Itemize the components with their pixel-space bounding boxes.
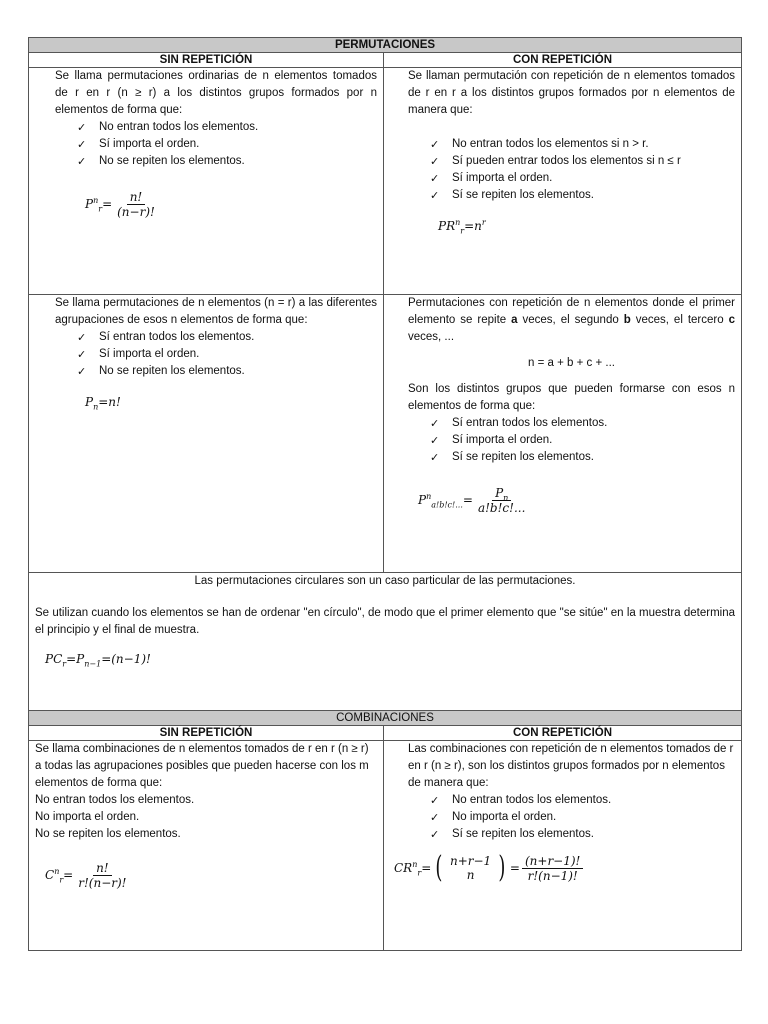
formula-permutacion-repeticion: $PR^n_r=n^r$: [438, 218, 486, 236]
check-item: ✓ No se repiten los elementos.: [77, 363, 377, 380]
formula-permutacion-simple: $P_n=n$!: [85, 395, 121, 412]
circulares-line1: Las permutaciones circulares son un caso particular de las permutaciones.: [194, 575, 576, 587]
check-item: ✓ No importa el orden.: [430, 809, 735, 826]
check-item: ✓ No se repiten los elementos.: [77, 153, 377, 170]
intro-text-2: Son los distintos grupos que pueden formarse con esos n elementos de forma que:: [408, 383, 736, 412]
formula-permutacion-multinomial: $P^n_{a!b!c!...}=$ $\frac{P_n}{a!b!c!...}$: [418, 486, 526, 515]
cell-permutaciones-con-repeticion-r: [384, 68, 742, 295]
permutaciones-header: PERMUTACIONES: [29, 38, 742, 53]
checklist: [55, 119, 377, 170]
check-item: ✓ Sí se repiten los elementos.: [430, 187, 735, 204]
intro-text: Se llaman permutación con repetición de n elementos tomados de r en r a los distintos grupos formados por n elementos de manera que:: [408, 70, 736, 116]
check-item: ✓ Sí importa el orden.: [430, 432, 735, 449]
cell-permutaciones-ordinarias: [29, 68, 384, 295]
checklist: [408, 136, 735, 204]
checklist: [408, 415, 735, 466]
check-item: ✓ No entran todos los elementos.: [77, 119, 377, 136]
formula-combinacion-repeticion: $CR^n_r=$ ( n+r−1 n ) = $\frac{(n+r-1)!}{r!(n-1)!}$: [394, 853, 735, 883]
permutaciones-table: [28, 37, 742, 951]
intro-text: Se llama permutaciones de n elementos (n = r) a las diferentes agrupaciones de esos n elementos de forma que:: [55, 297, 377, 326]
col-header-con-repeticion: CON REPETICIÓN: [384, 726, 742, 741]
formula-sheet: [28, 37, 741, 951]
circulares-line2: Se utilizan cuando los elementos se han de ordenar "en círculo", de modo que el primer elemento que "se sitúe" en la muestra determina el principio y el final de muestra.: [35, 607, 736, 636]
check-item: ✓ Sí entran todos los elementos.: [430, 415, 735, 432]
checklist: [55, 329, 377, 380]
col-header-sin-repeticion: SIN REPETICIÓN: [29, 53, 384, 68]
col-header-sin-repeticion: SIN REPETICIÓN: [29, 726, 384, 741]
check-item: ✓ Sí importa el orden.: [77, 346, 377, 363]
cell-permutaciones-circulares: [29, 573, 742, 711]
formula-combinacion: $C^n_r=$ $\frac{n!}{r!(n-r)!}$: [45, 861, 127, 890]
checklist: [408, 792, 735, 843]
intro-text: Se llama combinaciones de n elementos tomados de r en r (n ≥ r) a todas las agrupaciones posibles que pueden hacerse con los m elementos de forma que:: [35, 743, 369, 789]
sum-expression: n = a + b + c + ...: [528, 357, 615, 369]
list-item: No importa el orden.: [35, 811, 140, 823]
check-item: ✓ Sí importa el orden.: [77, 136, 377, 153]
intro-text: Se llama permutaciones ordinarias de n elementos tomados de r en r (n ≥ r) a los distintos grupos formados por n elementos de forma que:: [55, 70, 377, 116]
cell-combinaciones-sin-repeticion: [29, 741, 384, 951]
formula-permutacion-circular: $PC_r=P_{n-1}=(n-1)$!: [45, 652, 151, 669]
check-item: ✓ No entran todos los elementos si n > r.: [430, 136, 735, 153]
cell-combinaciones-con-repeticion: [384, 741, 742, 951]
check-item: ✓ Sí se repiten los elementos.: [430, 449, 735, 466]
combinaciones-header: COMBINACIONES: [29, 711, 742, 726]
list-item: No entran todos los elementos.: [35, 794, 195, 806]
check-item: ✓ No entran todos los elementos.: [430, 792, 735, 809]
cell-permutaciones-con-repeticion-abc: [384, 295, 742, 573]
check-item: ✓ Sí importa el orden.: [430, 170, 735, 187]
list-item: No se repiten los elementos.: [35, 828, 181, 840]
formula-permutacion-ordinaria: $P^n_r=$ $\frac{n!}{(n-r)!}$: [85, 190, 155, 219]
cell-permutaciones-simples: [29, 295, 384, 573]
check-item: ✓ Sí se repiten los elementos.: [430, 826, 735, 843]
check-item: ✓ Sí entran todos los elementos.: [77, 329, 377, 346]
check-item: ✓ Sí pueden entrar todos los elementos si n ≤ r: [430, 153, 735, 170]
intro-text: Las combinaciones con repetición de n elementos tomados de r en r (n ≥ r), son los distintos grupos formados por n elementos de manera que:: [408, 743, 734, 789]
intro-text: Permutaciones con repetición de n elementos donde el primer elemento se repite a veces, el segundo b veces, el tercero c veces, ...: [408, 297, 736, 343]
col-header-con-repeticion: CON REPETICIÓN: [384, 53, 742, 68]
